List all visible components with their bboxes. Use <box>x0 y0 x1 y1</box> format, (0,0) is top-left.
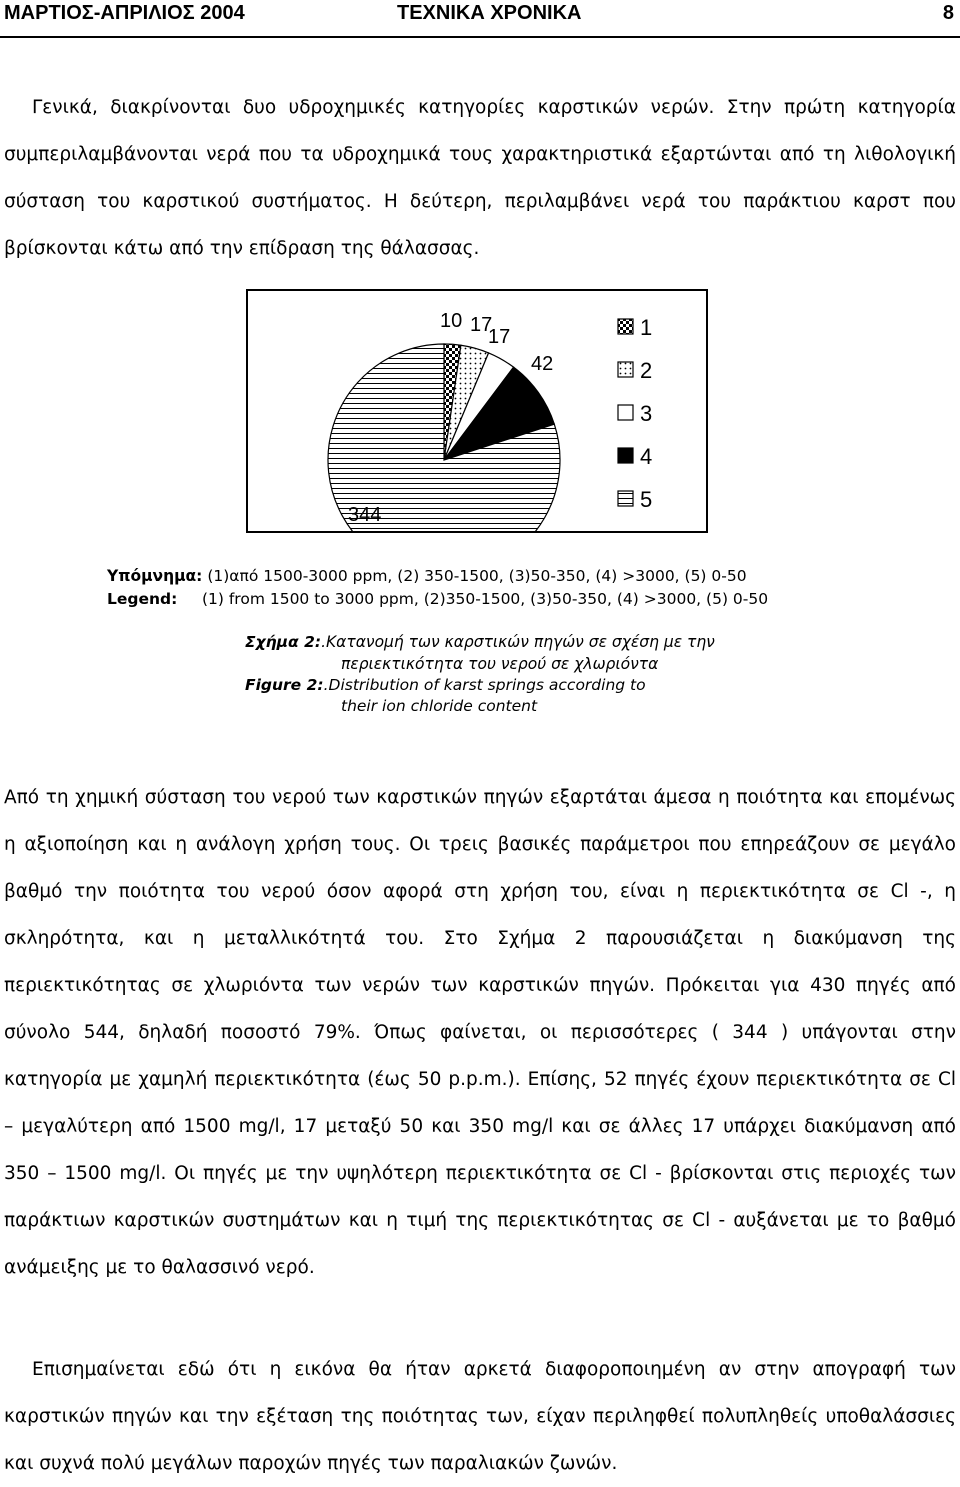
slice-label-5: 344 <box>348 504 382 526</box>
caption-english <box>245 676 646 694</box>
body-paragraph: Από τη χημική σύσταση του νερού των καρστικών πηγών εξαρτάται άμεσα η ποιότητα και επομένως η αξιοποίηση και η ανάλογη χρήση τους. Οι τρεις βασικές παράμετροι που επηρεάζουν σε μεγάλο βαθμό την ποιότητα του νερού όσον αφορά στη χρήση του, είναι η περιεκτικότητα σε Cl -, η σκληρότητα, και η μεταλλικότητά του. Στο Σχήμα 2 παρουσιάζεται η διακύμανση της περιεκτικότητας σε χλωριόντα των νερών των καρστικών πηγών. Πρόκειται για 430 πηγές από σύνολο 544, δηλαδή ποσοστό 79%. Όπως φαίνεται, οι περισσότερες ( 344 ) υπάγονται στην κατηγορία με χαμηλή περιεκτικότητα (έως 50 p.p.m.). Επίσης, 52 πηγές έχουν περιεκτικότητα σε Cl – μεγαλύτερη από 1500 mg/l, 17 μεταξύ 50 και 350 mg/l και σε άλλες 17 υπάρχει διακύμανση από 350 – 1500 mg/l. Οι πηγές με την υψηλότερη περιεκτικότητα σε Cl - βρίσκονται στις περιοχές των παράκτιων καρστικών συστημάτων και η τιμή της περιεκτικότητας σε Cl - αυξάνεται με το βαθμό ανάμειξης με το θαλασσινό νερό. <box>4 787 956 1278</box>
slice-label-1: 10 <box>440 310 463 332</box>
slice-label-4: 42 <box>531 353 554 375</box>
journal-title: ΤΕΧΝΙΚΑ ΧΡΟΝΙΚΑ <box>397 2 582 24</box>
legend-greek <box>107 567 747 585</box>
legend-swatch-2 <box>618 362 633 377</box>
pie-slice-5 <box>328 344 560 531</box>
caption-greek-line1: .Κατανομή των καρστικών πηγών σε σχέση με την <box>321 633 715 651</box>
legend-entry-1: 1 <box>640 315 653 340</box>
legend-greek-text: (1)από 1500-3000 ppm, (2) 350-1500, (3)50-350, (4) >3000, (5) 0-50 <box>207 567 747 585</box>
caption-greek <box>245 633 715 651</box>
intro-paragraph: Γενικά, διακρίνονται δυο υδροχημικές κατηγορίες καρστικών νερών. Στην πρώτη κατηγορία συμπεριλαμβάνονται νερά που τα υδροχημικά τους χαρακτηριστικά εξαρτώνται από τη λιθολογική σύσταση του καρστικού συστήματος. Η δεύτερη, περιλαμβάνει νερά του παράκτιου καρστ που βρίσκονται κάτω από την επίδραση της θάλασσας. <box>4 97 956 259</box>
legend-swatch-3 <box>618 405 633 420</box>
legend-english <box>107 590 768 608</box>
legend-english-label: Legend: <box>107 590 178 608</box>
closing-paragraph: Επισημαίνεται εδώ ότι η εικόνα θα ήταν αρκετά διαφοροποιημένη αν στην απογραφή των καρστικών πηγών και την εξέταση της ποιότητας των, είχαν περιληφθεί πολυπληθείς υποθαλάσσιες και συχνά πολύ μεγάλων παροχών πηγές των παραλιακών ζωνών. <box>4 1359 956 1474</box>
issue-date: ΜΑΡΤΙΟΣ-ΑΠΡΙΛΙΟΣ 2004 <box>4 2 245 24</box>
legend-entry-4: 4 <box>640 444 653 469</box>
legend-entry-2: 2 <box>640 358 653 383</box>
pie-chart <box>248 291 706 531</box>
legend-swatch-1 <box>618 319 633 334</box>
caption-english-line2: their ion chloride content <box>341 697 538 715</box>
slice-label-3: 17 <box>488 326 511 348</box>
legend-entry-3: 3 <box>640 401 653 426</box>
legend-swatch-5 <box>618 491 633 506</box>
caption-greek-line2: περιεκτικότητα του νερού σε χλωριόντα <box>341 655 659 673</box>
caption-english-line1: .Distribution of karst springs according to <box>323 676 646 694</box>
page-number: 8 <box>942 2 954 24</box>
figure-frame <box>246 289 708 533</box>
legend-swatch-4 <box>618 448 633 463</box>
caption-greek-label: Σχήμα 2: <box>245 633 322 651</box>
caption-english-label: Figure 2: <box>245 676 324 694</box>
page-header <box>0 0 960 38</box>
legend-greek-label: Υπόμνημα: <box>107 567 203 585</box>
slice-label-2: 17 <box>470 314 493 336</box>
legend-entry-5: 5 <box>640 487 653 512</box>
legend-english-text: (1) from 1500 to 3000 ppm, (2)350-1500, (3)50-350, (4) >3000, (5) 0-50 <box>201 590 769 608</box>
